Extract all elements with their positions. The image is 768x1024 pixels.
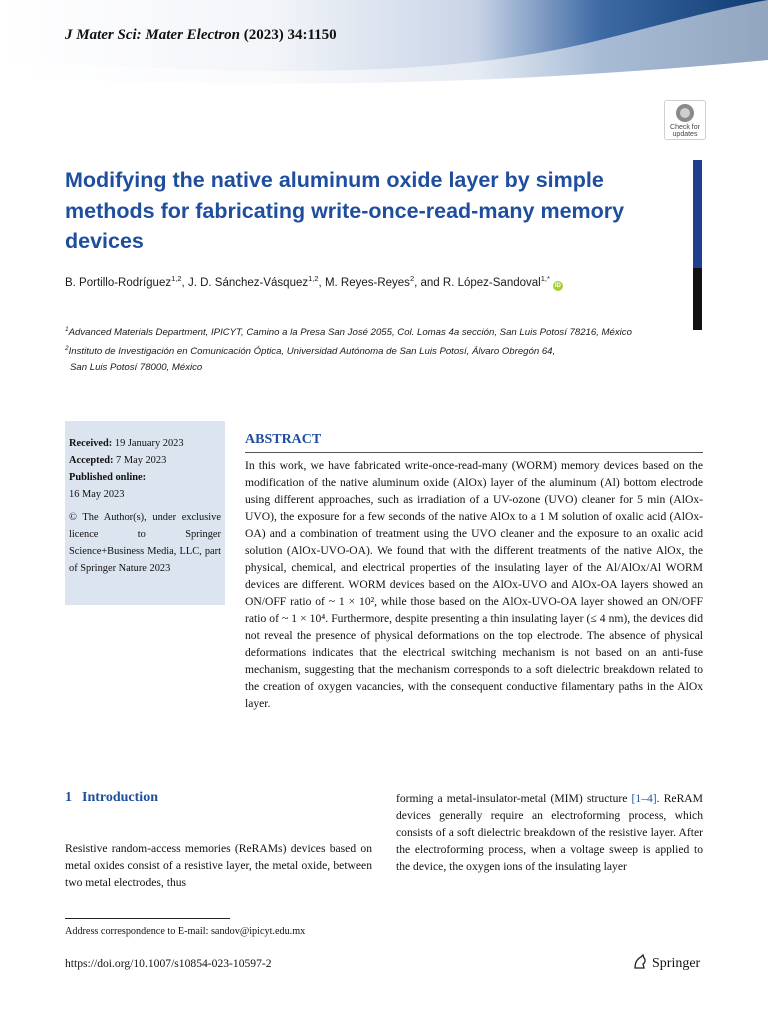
side-accent-bar-dark [693,268,702,330]
header-gradient-graphic [0,0,768,92]
springer-horse-icon [632,954,648,970]
author-affil-sup: 1,* [540,274,550,283]
publisher-name: Springer [652,956,701,971]
author-name: M. Reyes-Reyes [324,276,410,289]
affiliation-item-continued: San Luis Potosí 78000, México [70,362,203,374]
correspondence-footnote: Address correspondence to E-mail: sandov@ipicyt.edu.mx [65,926,306,937]
intro-left-column: Resistive random-access memories (ReRAMs) devices based on metal oxides consist of a resistive layer, the metal oxide, between two metal electrodes, thus [65,842,372,889]
abstract-heading: ABSTRACT [245,432,322,447]
copyright-notice: © The Author(s), under exclusive licence to Springer Science+Business Media, LLC, part of Springer Nature 2023 [69,512,221,574]
author-name: B. Portillo-Rodríguez [65,276,172,289]
journal-issue: (2023) 34:1150 [243,27,337,43]
orcid-icon[interactable]: iD [554,282,561,289]
side-accent-bar [693,160,702,268]
footnote-divider [65,918,230,919]
crossmark-icon [676,104,694,122]
article-history-box [65,421,225,605]
author-name: R. López-Sandoval [442,276,541,289]
author-affil-sup: 1,2 [171,274,182,283]
published-label: Published online: [69,472,147,483]
author-affil-sup: 1,2 [308,274,319,283]
article-title: Modifying the native aluminum oxide layer by simple methods for fabricating write-once-read-many memory devices [65,168,625,253]
journal-name: J Mater Sci: Mater Electron [65,27,240,43]
header-band [0,0,768,92]
section-heading-introduction [65,790,158,806]
check-for-updates-label: Check for updates [670,124,700,138]
published-date: 16 May 2023 [69,489,125,500]
section-number: 1 [65,790,72,805]
abstract-body: In this work, we have fabricated write-once-read-many (WORM) memory devices based on the modification of the native aluminum oxide (AlOx) layer of the aluminum (Al) bottom electrode using different approaches, such as irradiation of a UV-ozone (UVO) cleaner for 5 min (AlOx-UVO), the exposure for a few seconds of the native AlOx to a 1 M solution of oxalic acid (AlOx-OA) and a combination of treatment using the UVO cleaner and the exposure to an oxalic acid solution (AlOx-UVO-OA). We found that with the different treatments of the native AlOx, the physical, chemical, and electrical properties of the insulating layer of the Al/AlOx/Al WORM devices are different. WORM devices based on the AlOx-UVO and AlOx-OA layers showed an ON/OFF ratio of ~ 1 × 10², while those based on the AlOx-UVO-OA layer showed an ON/OFF ratio of ~ 1 × 10⁴. Furthermore, despite presenting a thin insulating layer (≤ 4 nm), the devices did not reveal the presence of physical deformations on the top electrode. The absence of physical deformations indicates that the electrical switching mechanism is not based on an anti-fuse mechanism, suggesting that the mechanism corresponds to a soft dielectric breakdown related to the creation of oxygen vacancies, with the consequent conductive filamentary paths in the AlOx layer. [245,459,703,710]
affiliations [65,322,705,376]
reference-link[interactable]: [1–4] [631,792,657,805]
intro-right-column: forming a metal-insulator-metal (MIM) structure [1–4]. ReRAM devices generally require an electroforming process, which consists of a soft dielectric breakdown of the resistive layer. After the electroforming process, when a voltage sweep is applied to the device, the oxygen ions of the insulating layer [396,792,703,873]
accepted-date: Accepted: 7 May 2023 [69,455,167,466]
received-date: Received: 19 January 2023 [69,438,184,449]
affiliation-item: $^2$Instituto de Investigación en Comunicación Óptica, Universidad Autónoma de San Luis Potosí, Álvaro Obregón 64, [65,345,556,358]
affiliation-item: $^1$Advanced Materials Department, IPICYT, Camino a la Presa San José 2055, Col. Lomas 4a sección, San Luis Potosí 78216, México [65,326,632,339]
abstract-divider [245,452,703,453]
doi-link[interactable]: https://doi.org/10.1007/s10854-023-10597-2 [65,957,272,970]
author-affil-sup: 2 [409,274,415,283]
section-title: Introduction [82,790,158,805]
check-for-updates-badge[interactable] [664,100,706,140]
journal-citation [65,27,337,44]
publisher-logo [632,954,700,972]
author-list: B. Portillo-Rodríguez$^{1,2}$, J. D. Sánchez-Vásquez$^{1,2}$, M. Reyes-Reyes$^2$, and R. López-Sandoval$^{1,*}$iD [65,274,561,289]
author-name: J. D. Sánchez-Vásquez [187,276,309,289]
